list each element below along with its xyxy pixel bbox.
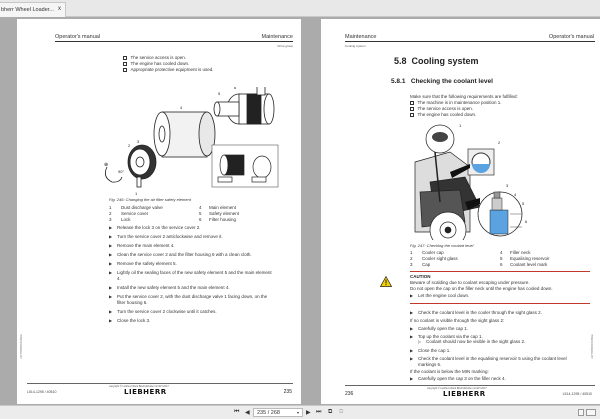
arrow-bullet-icon: ▶ xyxy=(109,318,113,323)
condition-text: If no coolant is visible through the sight glass 2: xyxy=(410,318,505,323)
tab-title: bherr Wheel Loader... xyxy=(1,7,54,13)
air-filter-illustration xyxy=(92,87,292,197)
footer-rule xyxy=(345,385,595,386)
arrow-bullet-icon: ▶ xyxy=(109,309,113,314)
checkbox-icon xyxy=(123,68,127,72)
svg-text:2: 2 xyxy=(498,140,501,145)
svg-text:1: 1 xyxy=(135,191,138,196)
instruction-step: ▶ Install the new safety element 5 and the main element 4. xyxy=(109,285,230,290)
tab-bar xyxy=(0,0,600,17)
instruction-step: ▶ Put the service cover 2, with the dust discharge valve 1 facing down, on the filter housing 6. xyxy=(109,294,268,305)
arrow-bullet-icon: ▶ xyxy=(410,293,414,298)
svg-text:5: 5 xyxy=(522,201,525,206)
requirement-item: The service access is open. xyxy=(123,55,186,60)
footer-copyright: copyright © Liebherr-Werk Bischofshofen GmbH 2017 xyxy=(109,385,169,388)
instruction-step: ▶ Check the coolant level in the equalising reservoir 5 using the coolant level markings 6. xyxy=(410,356,567,367)
footer-rule xyxy=(27,383,293,384)
checkbox-icon xyxy=(123,62,127,66)
copy-page-disabled-icon[interactable]: ⧉ xyxy=(339,409,344,415)
instruction-step: ▶ Remove the main element 4. xyxy=(109,243,175,248)
close-tab-icon[interactable]: x xyxy=(58,6,61,12)
header-rule xyxy=(345,41,595,42)
coolant-level-illustration xyxy=(410,122,530,240)
previous-page-button[interactable]: ◀ xyxy=(245,410,250,416)
instruction-step: ▶ Remove the safety element 5. xyxy=(109,261,177,266)
section-heading: 5.8 Cooling system xyxy=(394,56,479,66)
arrow-bullet-icon: ▶ xyxy=(109,270,113,275)
instruction-step: ▶ Close the cap 1. xyxy=(410,348,451,353)
instruction-step: ▶ Lightly oil the sealing faces of the new safety element 5 and the main element 4. xyxy=(109,270,272,281)
result-text: ▷ Coolant should now be visible in the sight glass 2. xyxy=(418,339,526,344)
instruction-step: ▶ Carefully open the cap 3 on the filler neck 4. xyxy=(410,376,506,381)
svg-text:2: 2 xyxy=(128,143,131,148)
checkbox-icon xyxy=(123,56,127,60)
arrow-bullet-icon: ▶ xyxy=(410,326,414,331)
header-rule xyxy=(55,41,293,42)
figure-legend: 1 Cooler cap 4 Filler neck 2 Cooler sight glass 5 Equalising reservoir 3 Cap 6 Coolant level mark xyxy=(410,250,550,267)
page-236 xyxy=(321,19,600,404)
instruction-step: ▶ Release the lock 3 on the service cover 2. xyxy=(109,225,201,230)
page-number: 235 xyxy=(283,389,292,395)
footer-copyright: copyright © Liebherr-Werk Bischofshofen GmbH 2017 xyxy=(427,387,487,390)
arrow-bullet-icon: ▶ xyxy=(109,261,113,266)
figure-caption: Fig. 247: Checking the coolant level xyxy=(410,243,474,248)
svg-text:⊕: ⊕ xyxy=(104,162,109,168)
arrow-bullet-icon: ▶ xyxy=(109,294,113,299)
arrow-bullet-icon: ▶ xyxy=(410,376,414,381)
document-viewer[interactable] xyxy=(0,17,600,405)
instruction-step: ▶ Top up the coolant via the cap 1. xyxy=(410,334,483,339)
page-235 xyxy=(17,19,301,404)
arrow-bullet-icon: ▶ xyxy=(410,310,414,315)
arrow-bullet-icon: ▶ xyxy=(410,356,414,361)
arrow-bullet-icon: ▶ xyxy=(109,285,113,290)
caution-title: CAUTION xyxy=(410,274,431,279)
caution-top-rule xyxy=(410,271,590,272)
navigation-toolbar xyxy=(0,405,600,419)
requirement-item: The machine is in maintenance position 1. xyxy=(410,100,502,105)
instruction-step: ▶ Clean the service cover 2 and the filter housing 6 with a clean cloth. xyxy=(109,252,252,257)
first-page-button[interactable]: ⏮ xyxy=(234,409,240,415)
arrow-bullet-icon: ▶ xyxy=(109,243,113,248)
caution-text: Do not open the cap on the filler neck until the engine has cooled down. xyxy=(410,286,553,291)
checkbox-icon xyxy=(410,113,414,117)
last-page-button[interactable]: ⏭ xyxy=(316,409,322,415)
header-right: Maintenance xyxy=(261,34,293,40)
chevron-down-icon[interactable]: ▾ xyxy=(296,410,299,415)
instruction-step: ▶ Turn the service cover 2 anticlockwise and remove it. xyxy=(109,234,223,239)
arrow-bullet-icon: ▶ xyxy=(410,348,414,353)
page-number-input[interactable]: 235 / 268 ▾ xyxy=(253,408,303,417)
next-page-button[interactable]: ▶ xyxy=(306,410,311,416)
instruction-step: ▶ Close the lock 3. xyxy=(109,318,151,323)
requirement-item: The engine has cooled down. xyxy=(410,112,476,117)
header-right: Operator's manual xyxy=(548,34,594,40)
figure-legend: 1 Dust discharge valve 4 Main element 2 Service cover 5 Safety element 3 Lock 6 Filter housing xyxy=(109,205,240,222)
arrow-bullet-icon: ▶ xyxy=(109,225,113,230)
svg-text:3: 3 xyxy=(506,183,509,188)
arrow-bullet-icon: ▶ xyxy=(109,234,113,239)
requirement-item: The service access is open. xyxy=(410,106,473,111)
footer-code: L514-1295 / 40510 xyxy=(562,392,592,396)
instruction-step: ▶ Carefully open the cap 1. xyxy=(410,326,469,331)
liebherr-logo: LIEBHERR xyxy=(124,388,167,396)
side-document-id: LWHT/3580000038/en xyxy=(591,334,594,359)
arrow-bullet-icon: ▶ xyxy=(410,334,414,339)
requirements-intro: Make sure that the following requirements are fulfilled: xyxy=(410,94,518,99)
footer-code: L514-1295 / 40510 xyxy=(27,390,57,394)
svg-text:90°: 90° xyxy=(118,169,125,174)
requirement-item: The engine has cooled down. xyxy=(123,61,189,66)
subsection-heading: 5.8.1 Checking the coolant level xyxy=(391,78,493,85)
arrow-bullet-icon: ▶ xyxy=(109,252,113,257)
page-number: 236 xyxy=(345,391,354,397)
instruction-step: ▶ Check the coolant level in the cooler through the sight glass 2. xyxy=(410,310,542,315)
side-document-id: LWHT/3580000038/en xyxy=(20,334,23,359)
condition-text: If the coolant is below the MIN marking: xyxy=(410,369,489,374)
header-left: Operator's manual xyxy=(55,34,101,40)
figure-caption: Fig. 246: Changing the air filter safety element xyxy=(109,197,191,202)
svg-text:4: 4 xyxy=(514,192,517,197)
copy-page-icon[interactable]: ⧉ xyxy=(328,409,333,415)
instruction-step: ▶ Turn the service cover 2 clockwise until it catches. xyxy=(109,309,217,314)
single-page-view-button[interactable] xyxy=(578,409,584,416)
svg-text:1: 1 xyxy=(459,123,462,128)
svg-text:6: 6 xyxy=(525,219,528,224)
checkbox-icon xyxy=(410,101,414,105)
checkbox-icon xyxy=(410,107,414,111)
result-arrow-icon: ▷ xyxy=(418,339,422,344)
document-tab[interactable] xyxy=(0,2,66,17)
caution-box xyxy=(380,271,600,309)
svg-text:4: 4 xyxy=(180,105,183,110)
subheader: Drive group xyxy=(277,44,293,48)
caution-step: ▶ Let the engine cool down. xyxy=(410,293,470,298)
svg-text:3: 3 xyxy=(137,139,140,144)
requirement-item: Appropriate protective equipment is used. xyxy=(123,67,214,72)
svg-text:6: 6 xyxy=(234,87,237,90)
two-page-view-button[interactable] xyxy=(586,409,596,416)
svg-text:5: 5 xyxy=(218,91,221,96)
caution-text: Beware of scalding due to coolant escaping under pressure. xyxy=(410,280,530,285)
header-left: Maintenance xyxy=(345,34,377,40)
subheader: Cooling system xyxy=(345,44,366,48)
liebherr-logo: LIEBHERR xyxy=(443,390,486,398)
caution-bottom-rule xyxy=(410,303,590,304)
warning-triangle-icon xyxy=(380,276,392,287)
